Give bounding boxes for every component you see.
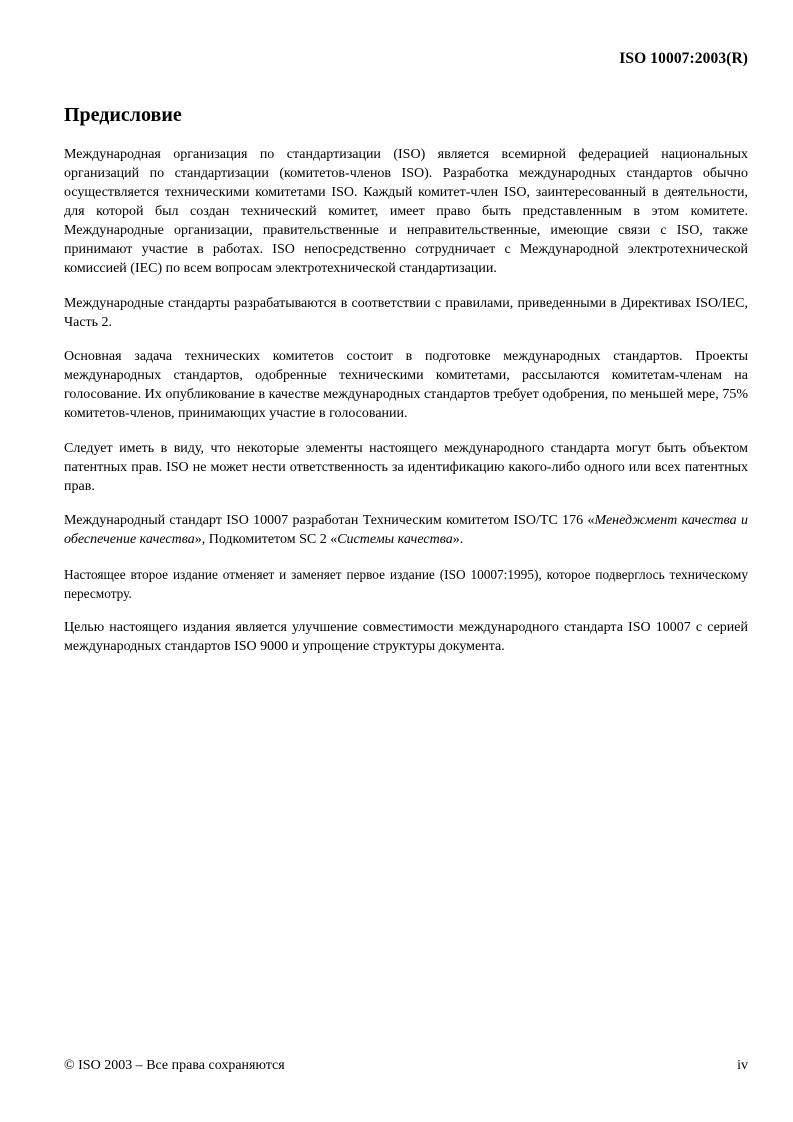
paragraph-technical-committee	[64, 511, 748, 549]
paragraph-patent-rights: Следует иметь в виду, что некоторые элементы настоящего международного стандарта могут быть объектом патентных прав. ISO не может нести ответственность за идентификацию какого-либо одного или всех патентных прав.	[64, 440, 748, 494]
paragraph-edition-goal: Целью настоящего издания является улучшение совместимости международного стандарта ISO 10007 с серией международных стандартов ISO 9000 и упрощение структуры документа.	[64, 620, 748, 654]
tc-text-part3: ».	[452, 532, 464, 547]
footer-copyright: © ISO 2003 – Все права сохраняются	[64, 1058, 285, 1073]
paragraph-directives: Международные стандарты разрабатываются в соответствии с правилами, приведенными в Директивах ISO/IEC, Часть 2.	[64, 295, 748, 330]
paragraph-second-edition: Настоящее второе издание отменяет и заменяет первое издание (ISO 10007:1995), которое подверглось техническому пересмотру.	[64, 566, 748, 601]
tc-name-italic: Менеджмент качества и обеспечение качества	[64, 513, 748, 547]
footer-page-number: iv	[737, 1058, 748, 1073]
page-title: Предисловие	[64, 104, 182, 126]
tc-text-part2: », Подкомитетом SC 2 «	[194, 532, 338, 547]
paragraph-committees-task: Основная задача технических комитетов состоит в подготовке международных стандартов. Проекты международных стандартов, одобренные техническими комитетами, рассылаются комитетам-членам на голосование. Их опубликование в качестве международных стандартов требует одобрения, по меньшей мере, 75% комитетов-членов, принимающих участие в голосовании.	[64, 349, 748, 421]
document-code: ISO 10007:2003(R)	[619, 50, 748, 67]
sc-name-italic: Системы качества	[337, 532, 453, 547]
tc-text-part1: Международный стандарт ISO 10007 разработан Техническим комитетом ISO/TC 176 «	[64, 513, 595, 528]
document-body	[64, 145, 748, 672]
paragraph-iso-organization: Международная организация по стандартизации (ISO) является всемирной федерацией национальных организаций по стандартизации (комитетов-членов ISO). Разработка международных стандартов обычно осуществляется техническими комитетами ISO. Каждый комитет-член ISO, заинтересованный в деятельности, для которой был создан технический комитет, имеет право быть представленным в этом комитете. Международные организации, правительственные и неправительственные, имеющие связи с ISO, также принимают участие в работах. ISO непосредственно сотрудничает с Международной электротехнической комиссией (IEC) по всем вопросам электротехнической стандартизации.	[64, 147, 748, 276]
